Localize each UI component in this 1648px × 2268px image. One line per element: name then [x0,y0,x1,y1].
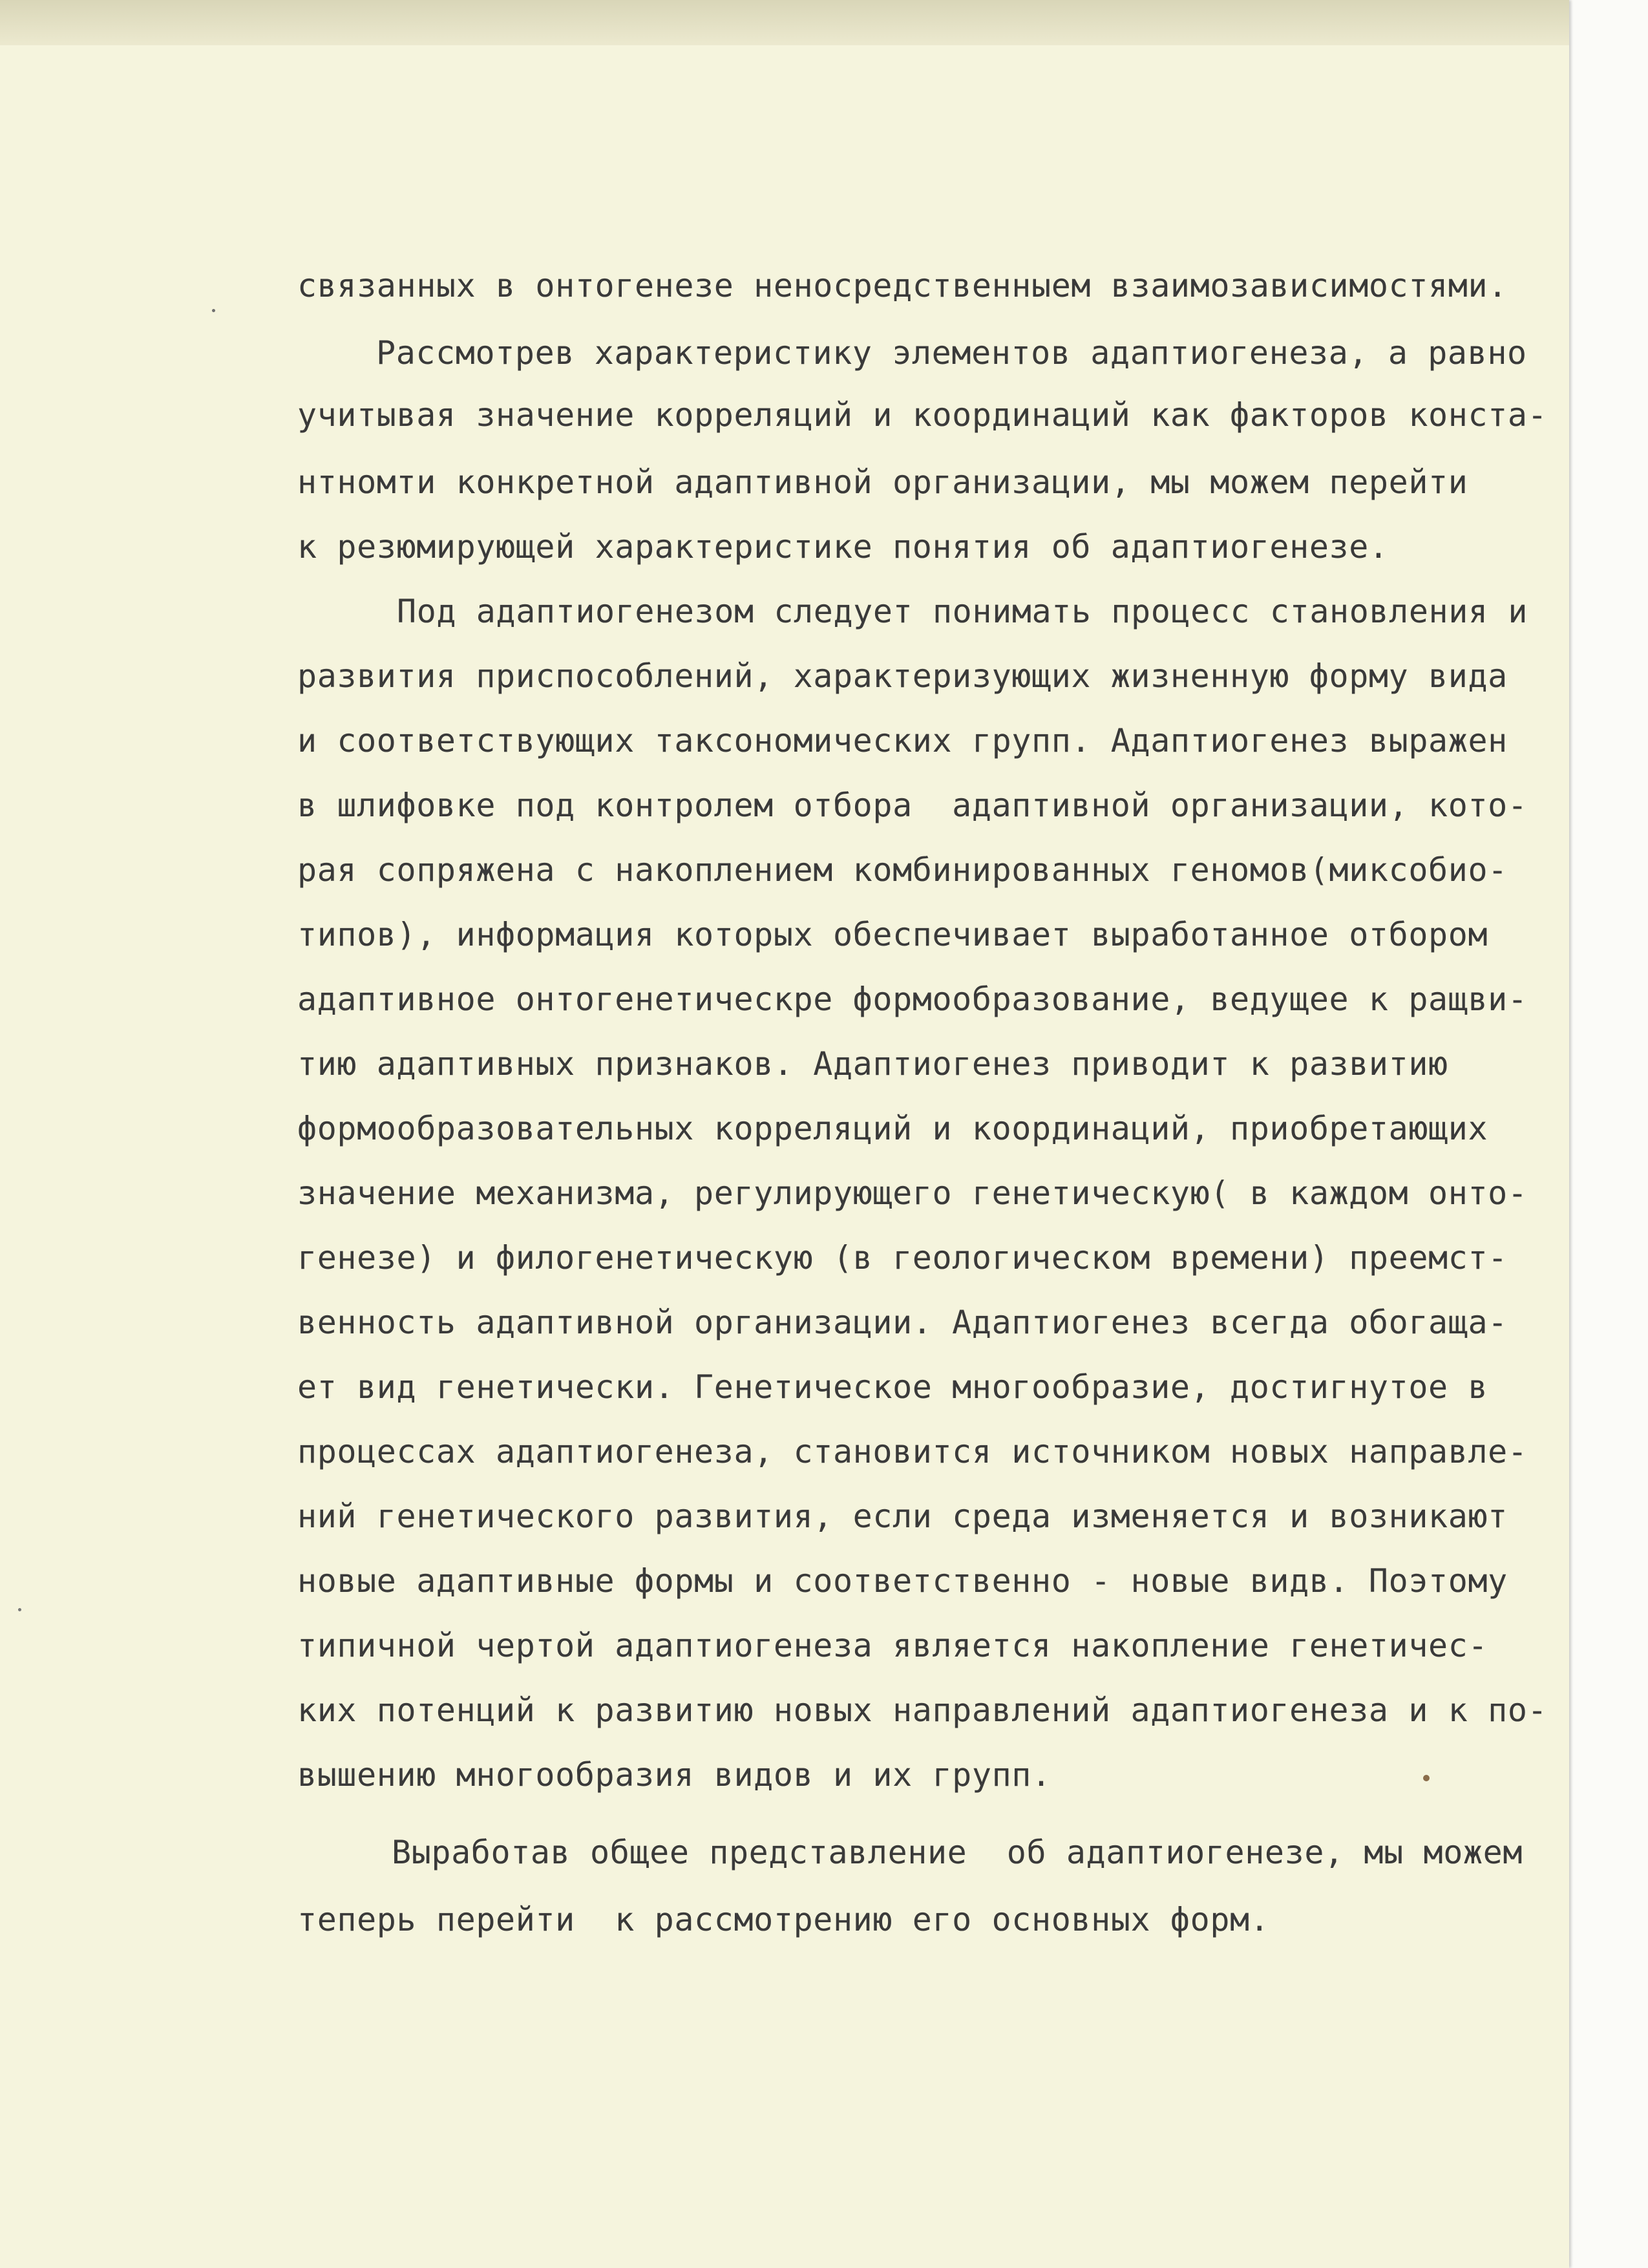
text-line: новые адаптивные формы и соответственно - новые видв. Поэтому [297,1562,1508,1600]
text-line: и соответствующих таксономических групп. Адаптиогенез выражен [297,722,1508,759]
text-line: Рассмотрев характеристику элементов адаптиогенеза, а равно [376,334,1527,372]
text-line: ет вид генетически. Генетическое многообразие, достигнутое в [297,1368,1488,1406]
text-line: тию адаптивных признаков. Адаптиогенез приводит к развитию [297,1045,1448,1083]
scanner-background [1567,0,1648,2268]
text-line: значение механизма, регулирующего генетическую( в каждом онто- [297,1174,1528,1212]
text-line: к резюмирующей характеристике понятия об адаптиогенезе. [297,528,1389,566]
text-line: вышению многообразия видов и их групп. [297,1756,1051,1794]
text-line: генезе) и филогенетическую (в геологическом времени) преемст- [297,1239,1508,1277]
text-line: в шлифовке под контролем отбора адаптивной организации, кото- [297,787,1528,824]
text-line: типичной чертой адаптиогенеза является накопление генетичес- [297,1627,1488,1664]
text-line: венность адаптивной организации. Адаптиогенез всегда обогаща- [297,1304,1508,1341]
text-line: типов), информация которых обеспечивает выработанное отбором [297,916,1488,953]
text-line: рая сопряжена с накоплением комбинированных геномов(миксобио- [297,851,1508,889]
text-line: нтномти конкретной адаптивной организации, мы можем перейти [297,463,1468,501]
text-line: ний генетического развития, если среда изменяется и возникают [297,1498,1508,1535]
text-line: адаптивное онтогенетическре формообразование, ведущее к ращви- [297,980,1528,1018]
text-line: развития приспособлений, характеризующих жизненную форму вида [297,657,1508,695]
text-line: Выработав общее представление об адаптиогенезе, мы можем [392,1834,1523,1871]
text-line: связанных в онтогенезе неносредственныем взаимозависимостями. [297,267,1508,304]
text-line: ких потенций к развитию новых направлений адаптиогенеза и к по- [297,1691,1548,1729]
text-line: учитывая значение корреляций и координаций как факторов конста- [297,396,1548,434]
text-line: теперь перейти к рассмотрению его основных форм. [297,1901,1270,1938]
text-line: формообразовательных корреляций и координаций, приобретающих [297,1110,1488,1147]
text-line: Под адаптиогенезом следует понимать процесс становления и [397,593,1528,630]
text-line: процессах адаптиогенеза, становится источником новых направле- [297,1433,1528,1470]
